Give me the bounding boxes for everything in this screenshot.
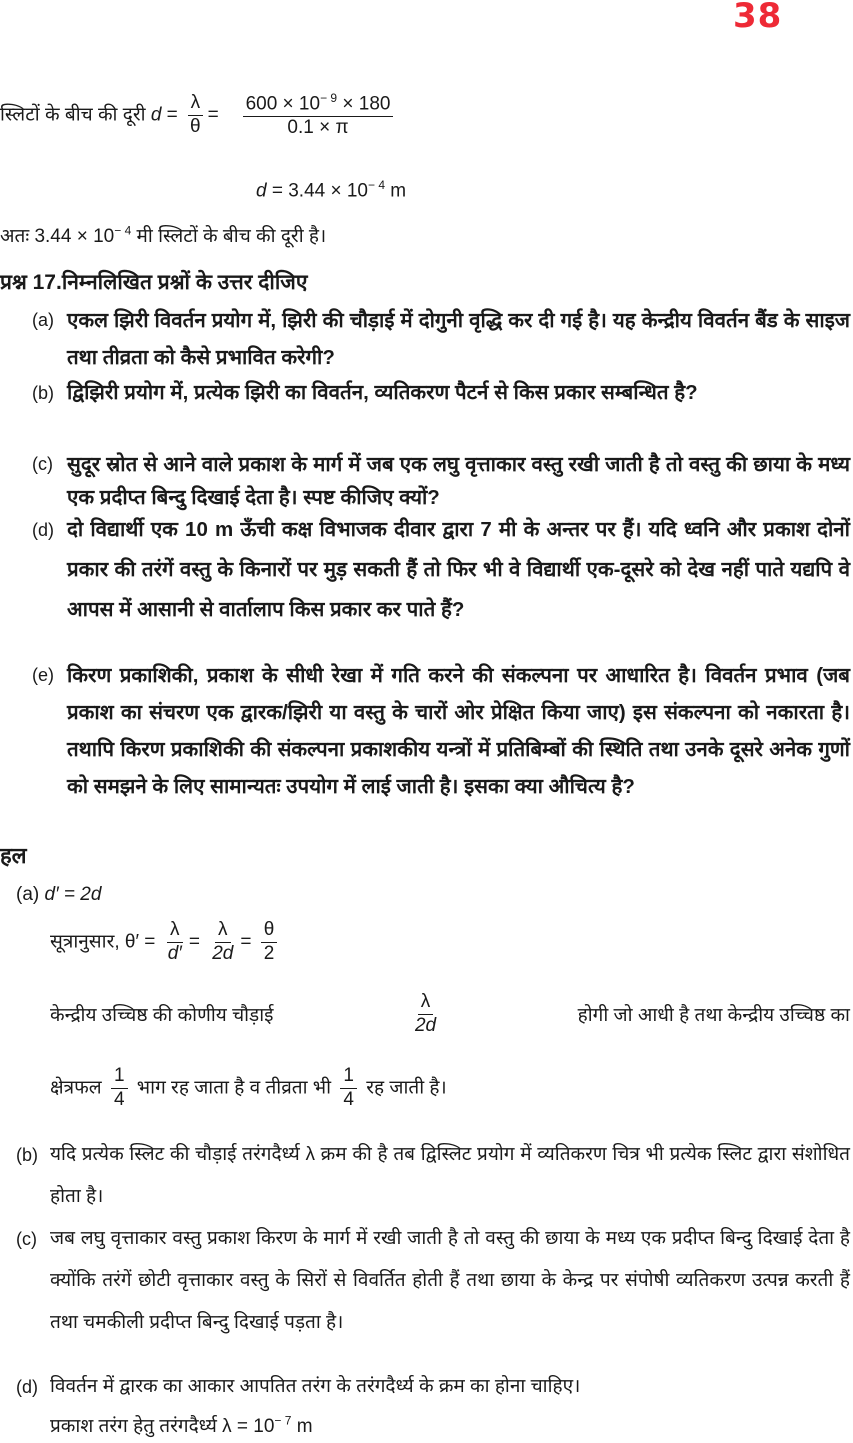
slit-distance-result: $d = 3.44 \times 10^{- 4}$ m xyxy=(256,178,407,202)
solution-heading: हल xyxy=(0,843,27,868)
solution-a-line3: केन्द्रीय उच्चिष्ठ की कोणीय चौड़ाई $\frac{\lambda}{2d}$ होगी जो आधी है तथा केन्द्रीय उच्चिष्ठ का xyxy=(50,991,850,1036)
solution-item-b: (b) यदि प्रत्येक स्लिट की चौड़ाई तरंगदैर्ध्य λ क्रम की है तब द्विस्लिट प्रयोग में व्यतिकरण चित्र भी प्रत्येक स्लिट द्वारा संशोधित होता है। xyxy=(16,1144,850,1207)
slit-distance-conclusion: अतः $3.44 \times 10^{- 4}$ मी स्लिटों के बीच की दूरी है। xyxy=(0,223,327,247)
solution-d-line2: प्रकाश तरंग हेतु तरंगदैर्ध्य $\lambda = 10^{- 7}$ m xyxy=(50,1413,313,1437)
solution-a-eq1: (a) d′ = 2d xyxy=(16,884,102,905)
fraction-lambda-theta: $\frac{\lambda}{\theta}$ xyxy=(187,93,204,138)
fraction-numeric: $\frac{600 \times 10^{- 9} \times 180}{0.1 \times \pi}$ xyxy=(228,92,408,139)
question-item-b: (b) द्विझिरी प्रयोग में, प्रत्येक झिरी का विवर्तन, व्यतिकरण पैटर्न से किस प्रकार सम्बन्धित है? xyxy=(32,381,698,404)
solution-item-d: (d) विवर्तन में द्वारक का आकार आपतित तरंग के तरंगदैर्ध्य के क्रम का होना चाहिए। xyxy=(16,1376,581,1397)
formula-var: d xyxy=(150,104,162,126)
question-item-d: (d) दो विद्यार्थी एक 10 m ऊँची कक्ष विभाजक दीवार द्वारा 7 मी के अन्तर पर हैं। यदि ध्वनि और प्रकाश दोनों प्रकार की तरंगें वस्तु के किनारों पर मुड़ सकती हैं तो फिर भी वे विद्यार्थी एक-दूसरे को देख नहीं पाते यद्यपि वे आपस में आसानी से वार्तालाप किस प्रकार कर पाते हैं? xyxy=(32,518,850,621)
formula-label: स्लिटों के बीच की दूरी xyxy=(0,104,146,126)
question-item-c: (c) सुदूर स्रोत से आने वाले प्रकाश के मार्ग में जब एक लघु वृत्ताकार वस्तु रखी जाती है तो वस्तु की छाया के मध्य एक प्रदीप्त बिन्दु दिखाई देता है। स्पष्ट कीजिए क्यों? xyxy=(32,453,850,509)
question-heading xyxy=(0,268,307,296)
solution-a-line4: क्षेत्रफल $\frac{1}{4}$ भाग रह जाता है व तीव्रता भी $\frac{1}{4}$ रह जाती है। xyxy=(50,1065,447,1110)
question-item-e: (e) किरण प्रकाशिकी, प्रकाश के सीधी रेखा में गति करने की संकल्पना पर आधारित है। विवर्तन प्रभाव (जब प्रकाश का संचरण एक द्वारक/झिरी या वस्तु के चारों ओर प्रेक्षित किया जाए) इस संकल्पना को नकारता है। तथापि किरण प्रकाशिकी की संकल्पना प्रकाशकीय यन्त्रों में प्रतिबिम्बों की स्थिति तथा उनके दूसरे अनेक गुणों को समझने के लिए सामान्यतः उपयोग में लाई जाती है। इसका क्या औचित्य है? xyxy=(32,664,850,798)
question-label: प्रश्न 17. xyxy=(0,271,62,294)
solution-a-eq2: सूत्रानुसार, θ′ = $\frac{\lambda}{d'}$ = $\frac{\lambda}{2d}$ = $\frac{\theta}{2}$ xyxy=(50,920,281,965)
page-number: 38 xyxy=(733,0,783,36)
question-title: निम्नलिखित प्रश्नों के उत्तर दीजिए xyxy=(61,271,308,294)
solution-item-c: (c) जब लघु वृत्ताकार वस्तु प्रकाश किरण के मार्ग में रखी जाती है तो वस्तु की छाया के मध्य एक प्रदीप्त बिन्दु दिखाई देता है क्योंकि तरंगें छोटी वृत्ताकार वस्तु के सिरों से विवर्तित होती हैं तथा छाया के केन्द्र पर संपोषी व्यतिकरण उत्पन्न करती हैं तथा चमकीली प्रदीप्त बिन्दु दिखाई पड़ता है। xyxy=(16,1228,850,1333)
question-item-a: (a) एकल झिरी विवर्तन प्रयोग में, झिरी की चौड़ाई में दोगुनी वृद्धि कर दी गई है। यह केन्द्रीय विवर्तन बैंड के साइज तथा तीव्रता को कैसे प्रभावित करेगी? xyxy=(32,309,850,369)
slit-distance-formula: स्लिटों के बीच की दूरी d = $\frac{\lambda}{\theta}$ = $\frac{600 \times 10^{- 9} \times 180}{0.1 \times \pi}$ xyxy=(0,92,412,139)
